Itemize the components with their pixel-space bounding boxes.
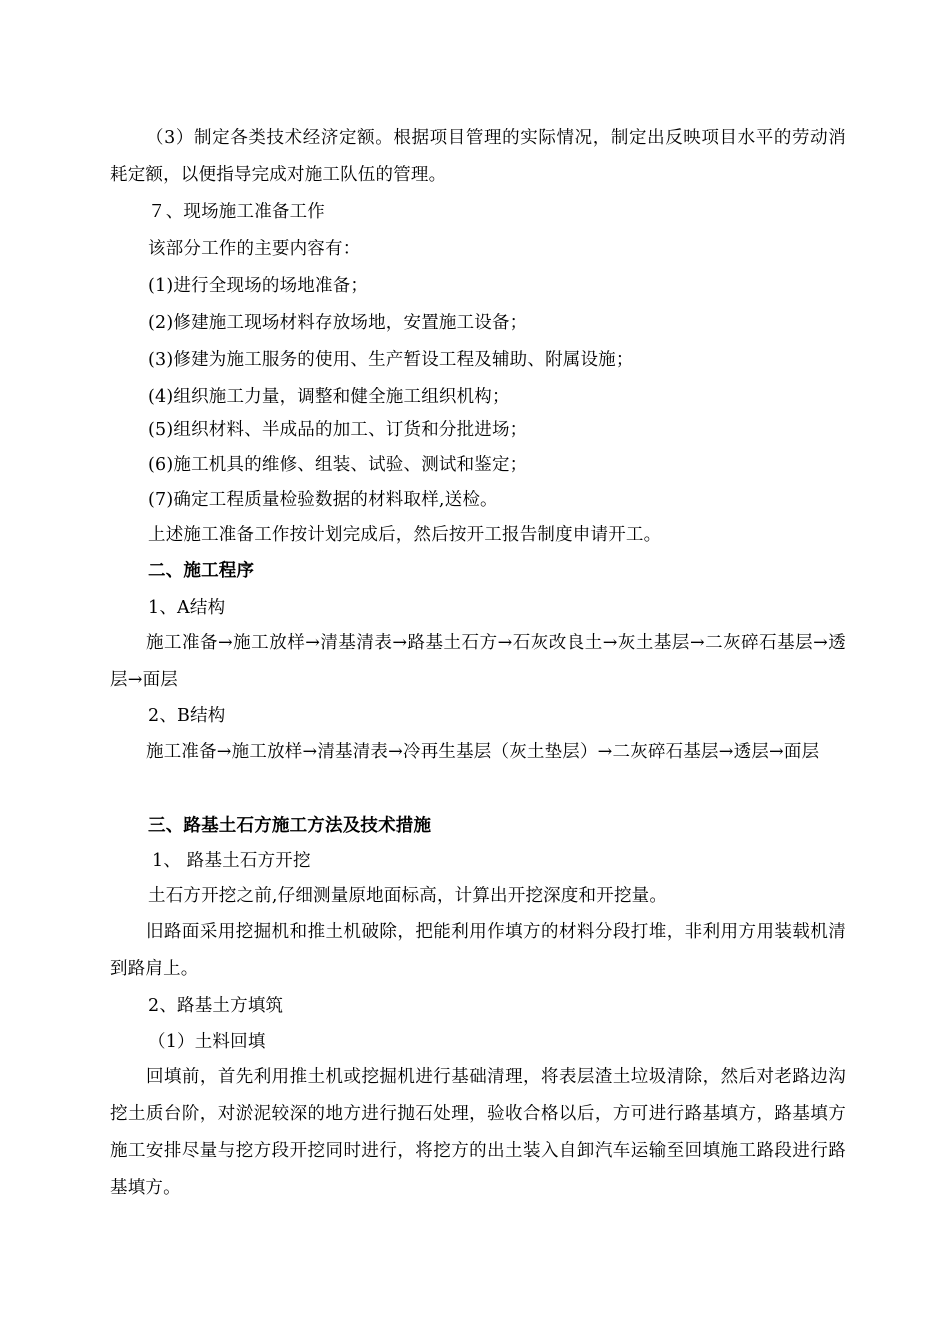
paragraph-technical-quotas: （3）制定各类技术经济定额。根据项目管理的实际情况，制定出反映项目水平的劳动消耗定额，以便指导完成对施工队伍的管理。 bbox=[110, 128, 846, 185]
list-item-4: (4)组织施工力量，调整和健全施工组织机构； bbox=[148, 387, 510, 407]
list-item-2: (2)修建施工现场材料存放场地，安置施工设备； bbox=[148, 313, 528, 333]
paragraph-structure-a-flow: 施工准备→施工放样→清基清表→路基土石方→石灰改良土→灰土基层→二灰碎石基层→透层→面层 bbox=[110, 633, 846, 690]
list-item-6: (6)施工机具的维修、组装、试验、测试和鉴定； bbox=[148, 455, 528, 475]
paragraph-apply-start: 上述施工准备工作按计划完成后，然后按开工报告制度申请开工。 bbox=[148, 525, 662, 545]
paragraph-structure-b-flow: 施工准备→施工放样→清基清表→冷再生基层（灰土垫层）→二灰碎石基层→透层→面层 bbox=[146, 742, 820, 762]
subheading-soil-backfill: （1）土料回填 bbox=[148, 1032, 266, 1052]
subheading-structure-a: 1、A结构 bbox=[148, 598, 226, 618]
paragraph-old-pavement-removal: 旧路面采用挖掘机和推土机破除，把能利用作填方的材料分段打堆，非利用方用装载机清到路肩上。 bbox=[110, 922, 846, 979]
list-item-7: (7)确定工程质量检验数据的材料取样,送检。 bbox=[148, 490, 498, 510]
subheading-structure-b: 2、B结构 bbox=[148, 706, 226, 726]
subheading-earthwork-excavation: 1、 路基土石方开挖 bbox=[152, 851, 311, 871]
subheading-subgrade-filling: 2、路基土方填筑 bbox=[148, 996, 284, 1016]
heading-site-preparation: ７、现场施工准备工作 bbox=[148, 202, 325, 222]
section-heading-construction-procedure: 二、施工程序 bbox=[148, 561, 255, 581]
list-item-5: (5)组织材料、半成品的加工、订货和分批进场； bbox=[148, 420, 528, 440]
list-item-1: (1)进行全现场的场地准备； bbox=[148, 276, 369, 296]
section-heading-earthwork-methods: 三、路基土石方施工方法及技术措施 bbox=[148, 816, 432, 836]
paragraph-excavation-survey: 土石方开挖之前,仔细测量原地面标高，计算出开挖深度和开挖量。 bbox=[148, 886, 668, 906]
paragraph-main-contents: 该部分工作的主要内容有： bbox=[148, 239, 361, 259]
list-item-3: (3)修建为施工服务的使用、生产暂设工程及辅助、附属设施； bbox=[148, 350, 634, 370]
paragraph-backfill-procedure: 回填前，首先利用推土机或挖掘机进行基础清理，将表层渣土垃圾清除，然后对老路边沟挖土质台阶，对淤泥较深的地方进行抛石处理，验收合格以后，方可进行路基填方，路基填方施工安排尽量与挖方段开挖同时进行，将挖方的出土装入自卸汽车运输至回填施工路段进行路基填方。 bbox=[110, 1067, 846, 1198]
